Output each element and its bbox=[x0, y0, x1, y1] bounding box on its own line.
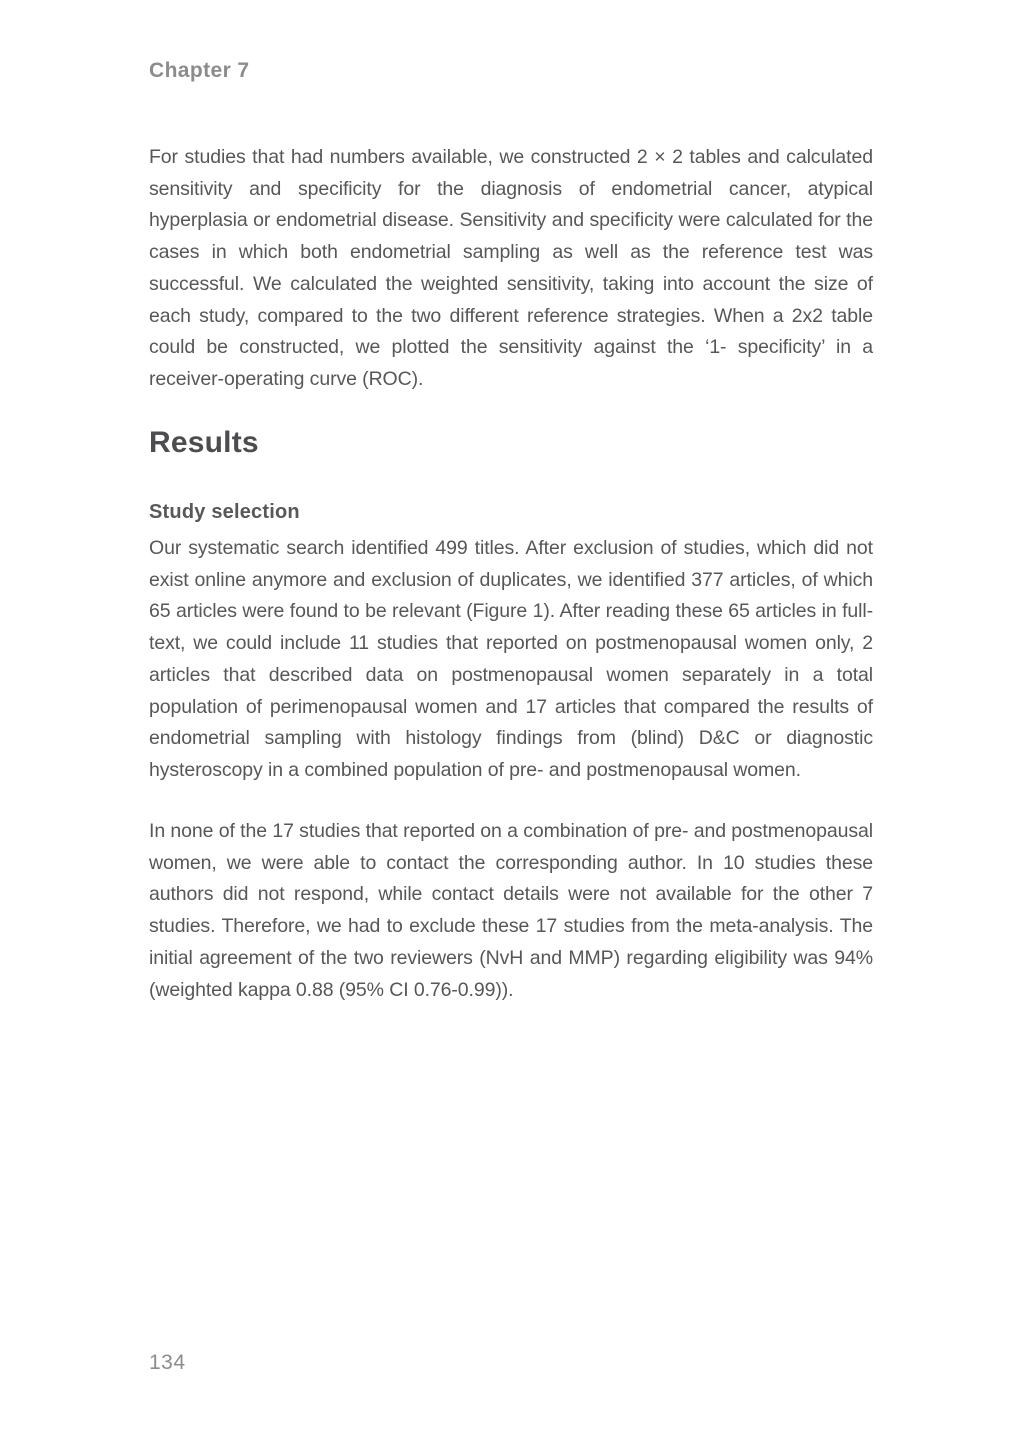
results-section-heading: Results bbox=[149, 426, 259, 459]
page-number: 134 bbox=[149, 1351, 186, 1374]
running-header-chapter: Chapter 7 bbox=[149, 59, 250, 82]
paragraph-methods: For studies that had numbers available, we constructed 2 × 2 tables and calculated sensitivity and specificity for the diagnosis of endometrial cancer, atypical hyperplasia or endometrial disease. Sensitivity and specificity were calculated for the cases in which both endometrial sampling as well as the reference test was successful. We calculated the weighted sensitivity, taking into account the size of each study, compared to the two different reference strategies. When a 2x2 table could be constructed, we plotted the sensitivity against the ‘1- specificity’ in a receiver-operating curve (ROC). bbox=[149, 146, 873, 390]
paragraph-exclusions: In none of the 17 studies that reported on a combination of pre- and postmenopausal women, we were able to contact the corresponding author. In 10 studies these authors did not respond, while contact details were not available for the other 7 studies. Therefore, we had to exclude these 17 studies from the meta-analysis. The initial agreement of the two reviewers (NvH and MMP) regarding eligibility was 94% (weighted kappa 0.88 (95% CI 0.76-0.99)). bbox=[149, 820, 873, 1001]
paragraph-study-selection: Our systematic search identified 499 titles. After exclusion of studies, which did not exist online anymore and exclusion of duplicates, we identified 377 articles, of which 65 articles were found to be relevant (Figure 1). After reading these 65 articles in full-text, we could include 11 studies that reported on postmenopausal women only, 2 articles that described data on postmenopausal women separately in a total population of perimenopausal women and 17 articles that compared the results of endometrial sampling with histology findings from (blind) D&C or diagnostic hysteroscopy in a combined population of pre- and postmenopausal women. bbox=[149, 537, 873, 781]
study-selection-subheading: Study selection bbox=[149, 501, 300, 523]
